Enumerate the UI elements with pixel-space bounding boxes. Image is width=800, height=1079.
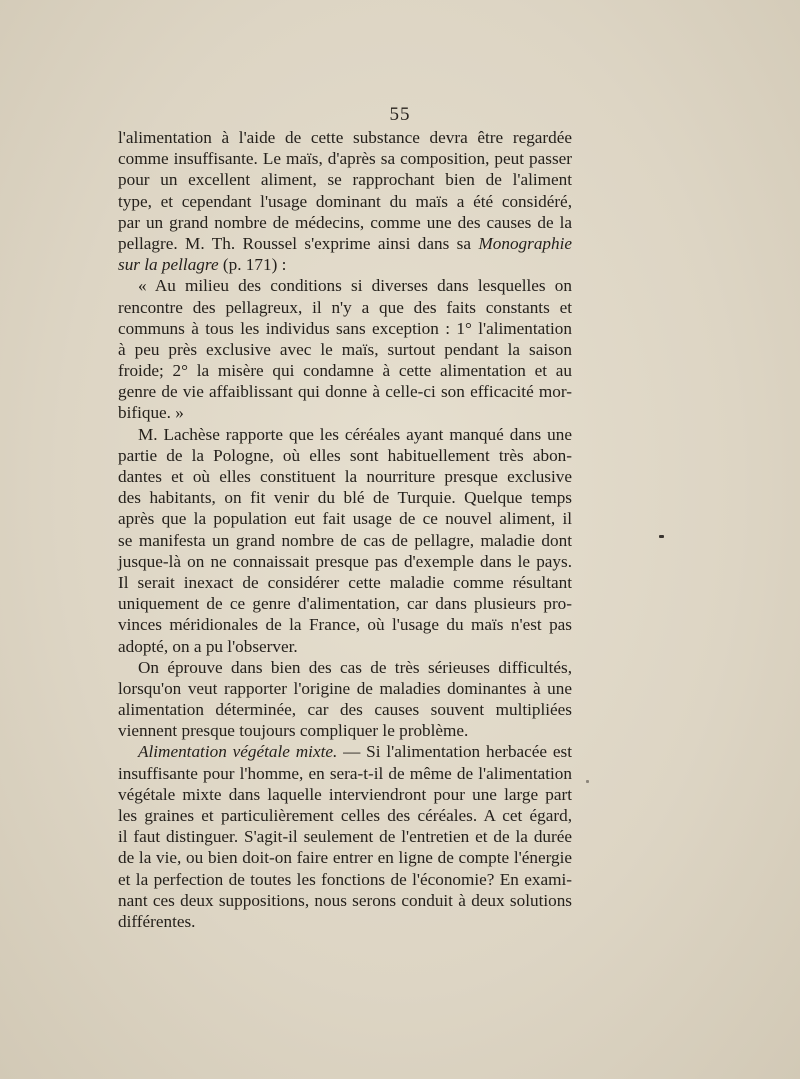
line-text: type, et cependant l'usage dominant du maïs a été considéré, <box>118 191 572 211</box>
line-text: viennent presque toujours compliquer le problème. <box>118 721 469 741</box>
margin-speck <box>659 535 664 538</box>
line-text: adopté, on a pu l'observer. <box>118 636 298 656</box>
italic-text: Alimentation végétale mixte. <box>138 742 338 762</box>
line-text: Il serait inexact de considérer cette maladie comme résultant <box>118 572 572 592</box>
line-text: jusque-là on ne connaissait presque pas d'exemple dans le pays. <box>118 551 572 571</box>
line-text: les graines et particulièrement celles des céréales. A cet égard, <box>118 806 572 825</box>
line-text: lorsqu'on veut rapporter l'origine de maladies dominantes à une <box>118 678 572 698</box>
line-text: végétale mixte dans laquelle interviendront pour une large part <box>118 784 572 804</box>
text-line <box>118 233 572 254</box>
text-line <box>118 127 572 148</box>
text-line <box>118 614 572 635</box>
line-text: pellagre. M. Th. Roussel s'exprime ainsi dans sa <box>118 233 472 253</box>
text-line <box>118 466 572 487</box>
text-line <box>118 741 572 762</box>
line-text: se manifesta un grand nombre de cas de pellagre, maladie dont <box>118 530 572 550</box>
text-line <box>118 169 572 190</box>
text-line <box>118 699 572 720</box>
text-line <box>118 530 572 551</box>
line-text: bifique. » <box>118 403 184 423</box>
line-text: rencontre des pellagreux, il n'y a que des faits constants et <box>118 297 572 317</box>
text-line <box>118 890 572 911</box>
line-text: alimentation déterminée, car des causes souvent multipliées <box>118 700 572 720</box>
line-text: On éprouve dans bien des cas de très sérieuses difficultés, <box>138 657 572 677</box>
line-text: des habitants, on fit venir du blé de Turquie. Quelque temps <box>118 488 572 508</box>
line-text: et la perfection de toutes les fonctions de l'économie? En exami- <box>118 869 572 889</box>
text-line <box>118 784 572 805</box>
line-text: comme insuffisante. Le maïs, d'après sa composition, peut passer <box>118 149 572 169</box>
text-line <box>118 297 572 318</box>
line-text: froide; 2° la misère qui condamne à cette alimentation et au <box>118 361 572 381</box>
line-text: de la vie, ou bien doit-on faire entrer en ligne de compte l'énergie <box>118 848 572 868</box>
text-line <box>118 275 572 296</box>
text-line <box>118 869 572 890</box>
text-line <box>118 720 572 741</box>
margin-speck <box>586 780 589 783</box>
line-text: à peu près exclusive avec le maïs, surtout pendant la saison <box>118 339 572 359</box>
text-line <box>118 657 572 678</box>
page-number: 55 <box>389 104 411 125</box>
text-line <box>118 339 572 360</box>
text-line <box>118 191 572 212</box>
body-text <box>118 127 572 932</box>
line-text: « Au milieu des conditions si diverses dans lesquelles on <box>138 276 572 296</box>
text-line <box>118 508 572 529</box>
text-line <box>118 593 572 614</box>
text-line <box>118 148 572 169</box>
italic-text: Monographie <box>478 233 573 253</box>
text-line <box>118 381 572 402</box>
text-line <box>118 212 572 233</box>
line-text: différentes. <box>118 911 196 931</box>
line-text: M. Lachèse rapporte que les céréales ayant manqué dans une <box>138 424 572 444</box>
line-text: après que la population eut fait usage de ce nouvel aliment, il <box>118 509 572 529</box>
line-text: insuffisante pour l'homme, en sera-t-il de même de l'alimentation <box>118 763 572 783</box>
text-line <box>118 911 572 932</box>
text-line <box>118 487 572 508</box>
text-line <box>118 551 572 572</box>
text-line <box>118 318 572 339</box>
text-line <box>118 847 572 868</box>
text-line <box>118 826 572 847</box>
line-text: par un grand nombre de médecins, comme une des causes de la <box>118 212 572 232</box>
text-line <box>118 445 572 466</box>
text-line <box>118 424 572 445</box>
text-line <box>118 572 572 593</box>
line-text: — Si l'alimentation herbacée est <box>337 742 573 762</box>
italic-text: sur la pellagre <box>118 255 219 275</box>
line-text: il faut distinguer. S'agit-il seulement de l'entretien et de la durée <box>118 827 572 847</box>
text-line <box>118 402 572 423</box>
line-text: communs à tous les individus sans exception : 1° l'alimentation <box>118 318 572 338</box>
line-text: l'alimentation à l'aide de cette substance devra être regardée <box>118 128 572 147</box>
text-line <box>118 636 572 657</box>
line-text: uniquement de ce genre d'alimentation, car dans plusieurs pro- <box>118 594 572 614</box>
text-line <box>118 678 572 699</box>
line-text: vinces méridionales de la France, où l'usage du maïs n'est pas <box>118 615 572 635</box>
line-text: (p. 171) : <box>218 255 287 275</box>
line-text: dantes et où elles constituent la nourriture presque exclusive <box>118 467 572 486</box>
line-text: pour un excellent aliment, se rapprochant bien de l'aliment <box>118 170 572 190</box>
text-line <box>118 254 572 275</box>
line-text: genre de vie affaiblissant qui donne à celle-ci son efficacité mor- <box>118 382 572 402</box>
line-text: nant ces deux suppositions, nous serons conduit à deux solutions <box>118 890 572 910</box>
text-line <box>118 763 572 784</box>
text-line <box>118 360 572 381</box>
line-text: partie de la Pologne, où elles sont habituellement très abon- <box>118 445 572 465</box>
text-line <box>118 805 572 826</box>
